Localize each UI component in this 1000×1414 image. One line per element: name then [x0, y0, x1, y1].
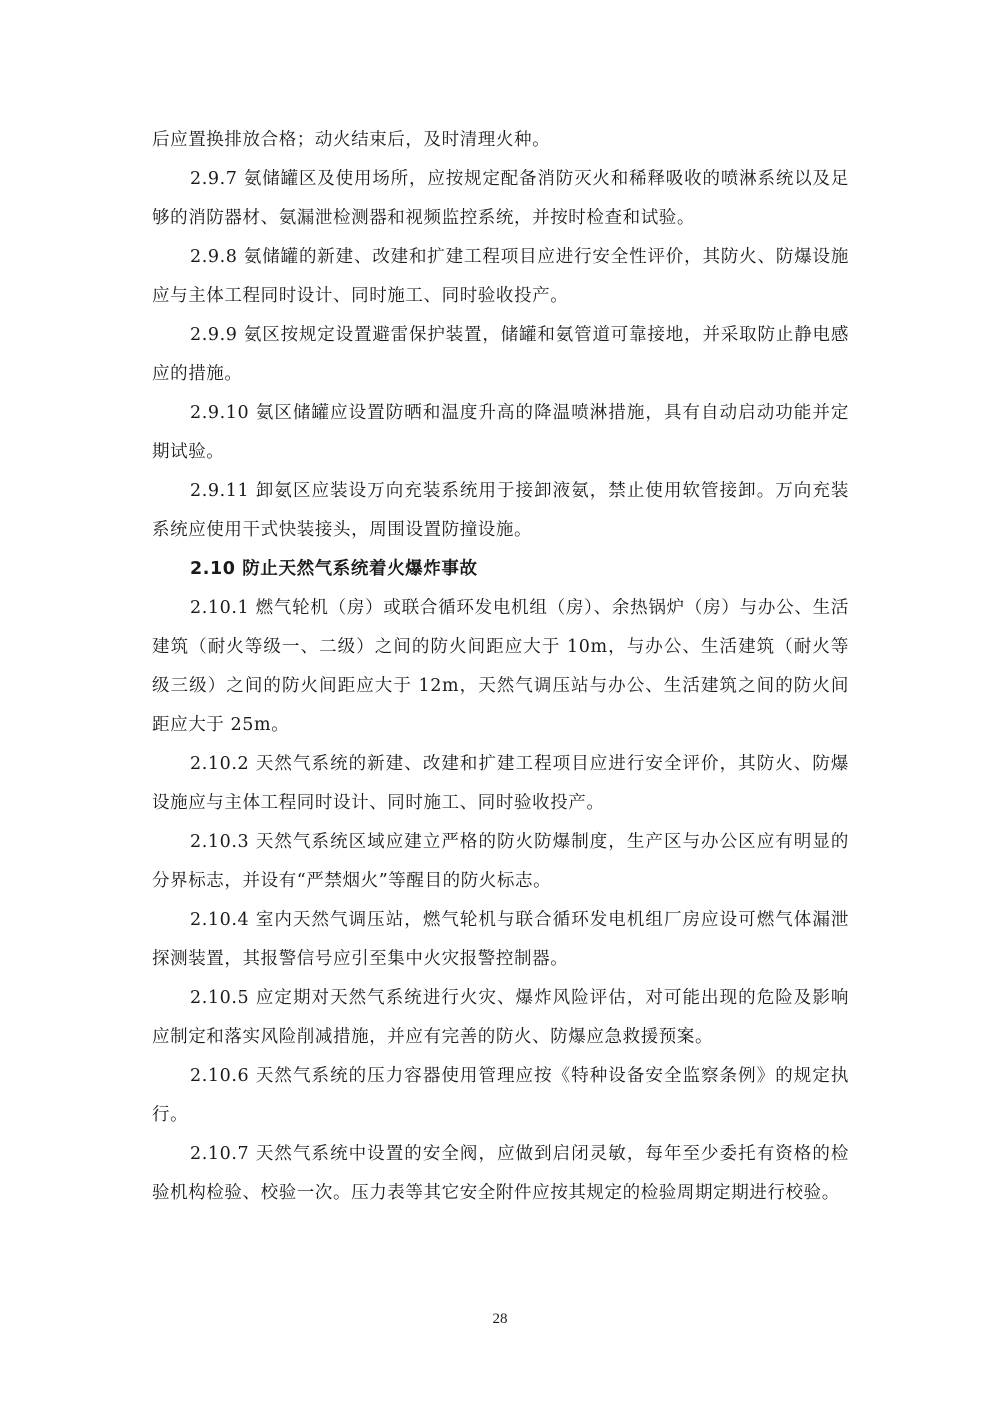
paragraph-2-9-11: 2.9.11 卸氨区应装设万向充装系统用于接卸液氨，禁止使用软管接卸。万向充装系统应使用干式快装接头，周围设置防撞设施。 [152, 481, 849, 540]
paragraph-2-9-8: 2.9.8 氨储罐的新建、改建和扩建工程项目应进行安全性评价，其防火、防爆设施应与主体工程同时设计、同时施工、同时验收投产。 [152, 247, 849, 306]
section-heading-2-10: 2.10 防止天然气系统着火爆炸事故 [190, 559, 478, 579]
paragraph-2-10-7: 2.10.7 天然气系统中设置的安全阀，应做到启闭灵敏，每年至少委托有资格的检验机构检验、校验一次。压力表等其它安全附件应按其规定的检验周期定期进行校验。 [152, 1144, 849, 1203]
paragraph-2-9-7: 2.9.7 氨储罐区及使用场所，应按规定配备消防灭火和稀释吸收的喷淋系统以及足够的消防器材、氨漏泄检测器和视频监控系统，并按时检查和试验。 [152, 169, 849, 228]
paragraph-2-10-6: 2.10.6 天然气系统的压力容器使用管理应按《特种设备安全监察条例》的规定执行。 [152, 1066, 849, 1125]
paragraph-continuation: 后应置换排放合格；动火结束后，及时清理火种。 [152, 130, 551, 150]
paragraph-2-10-4: 2.10.4 室内天然气调压站，燃气轮机与联合循环发电机组厂房应设可燃气体漏泄探测装置，其报警信号应引至集中火灾报警控制器。 [152, 910, 849, 969]
paragraph-2-10-2: 2.10.2 天然气系统的新建、改建和扩建工程项目应进行安全评价，其防火、防爆设施应与主体工程同时设计、同时施工、同时验收投产。 [152, 754, 849, 813]
paragraph-2-9-10: 2.9.10 氨区储罐应设置防晒和温度升高的降温喷淋措施，具有自动启动功能并定期试验。 [152, 403, 849, 462]
paragraph-2-10-3: 2.10.3 天然气系统区域应建立严格的防火防爆制度，生产区与办公区应有明显的分界标志，并设有“严禁烟火”等醒目的防火标志。 [152, 832, 849, 891]
page-body [152, 121, 849, 1213]
paragraph-2-10-1: 2.10.1 燃气轮机（房）或联合循环发电机组（房）、余热锅炉（房）与办公、生活建筑（耐火等级一、二级）之间的防火间距应大于 10m，与办公、生活建筑（耐火等级三级）之间的防火间距应大于 12m，天然气调压站与办公、生活建筑之间的防火间距应大于 25m。 [152, 598, 849, 735]
paragraph-2-10-5: 2.10.5 应定期对天然气系统进行火灾、爆炸风险评估，对可能出现的危险及影响应制定和落实风险削减措施，并应有完善的防火、防爆应急救援预案。 [152, 988, 849, 1047]
page-number: 28 [492, 1311, 508, 1327]
paragraph-2-9-9: 2.9.9 氨区按规定设置避雷保护装置，储罐和氨管道可靠接地，并采取防止静电感应的措施。 [152, 325, 849, 384]
